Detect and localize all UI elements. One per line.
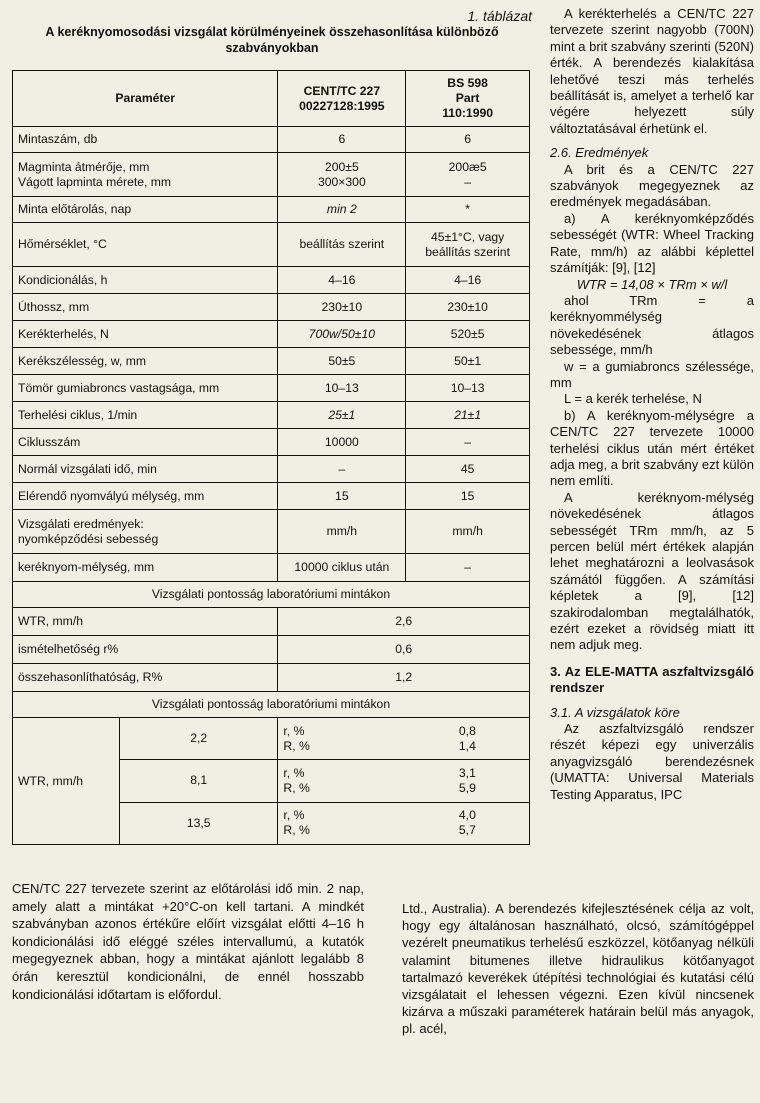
wtr-label: WTR, mm/h [13,718,120,844]
stat-values: 4,0 5,7 [406,802,530,844]
table-row [13,483,530,510]
subsection-heading: 3.1. A vizsgálatok köre [550,704,680,720]
paragraph: a) A keréknyomképződés sebességét (WTR: Wheel Tracking Rate, mm/h) az alábbi képlettel számítják: [9], [12] [550,210,754,276]
table-header-row [13,71,530,127]
table-row [13,223,530,267]
paragraph: A kerékterhelés a CEN/TC 227 tervezete szerint nagyobb (700N) mint a brit szabvány szerinti (520N) érték. A berendezés kialakítása lehetővé teszi más terhelés beállítását is, amelyet a terhelő kar végére helyezett súly változtatásával érhetünk el. [550,6,754,136]
stat-labels: r, % R, % [278,802,406,844]
cen-cell: 25±1 [278,402,406,429]
bs-cell: 520±5 [406,321,530,348]
stat-labels: r, % R, % [278,760,406,802]
bs-cell: 15 [406,483,530,510]
bs-cell: 45 [406,456,530,483]
precision-label: ismételhetőség r% [13,636,278,664]
param-cell: Kerékterhelés, N [13,321,278,348]
bs-cell: – [406,554,530,582]
bs-cell: 45±1°C, vagy beállítás szerint [406,223,530,267]
bs-cell: – [406,429,530,456]
precision-row [13,608,530,636]
table-row [13,456,530,483]
paragraph: b) A keréknyom-mélységre a CEN/TC 227 tervezete 10000 terhelési ciklus után mért értéket adja meg, a brit szabvány ezt külön nem említi. [550,407,754,489]
bottom-left-paragraph: CEN/TC 227 tervezete szerint az előtárolási idő min. 2 nap, amely alatt a mintákat +20°C-on kell tartani. A mindkét szabványban azonos értékűre előírt vizsgálat előtti 4–16 h kondicionálási idő eléggé széles intervallumú, a kutatók megegyeznek abban, hogy a mintákat ajánlott legalább 8 órán keresztül kondicionálni, de ennél hosszabb kondicionálási időtartam is előfordul. [12,881,364,1002]
table-row [13,197,530,223]
table-row [13,153,530,197]
wtr-level: 13,5 [186,815,211,830]
col-header-parameter: Paraméter [13,71,278,127]
table-title: A keréknyomosodási vizsgálat körülményeinek összehasonlítása különböző szabványokban [45,25,499,55]
paragraph: L = a kerék terhelése, N [564,391,702,407]
table-row [13,127,530,153]
param-cell: Hőmérséklet, °C [13,223,278,267]
param-cell: Minta előtárolás, nap [13,197,278,223]
param-cell: Ciklusszám [13,429,278,456]
bs-cell: 50±1 [406,348,530,375]
table-row [13,510,530,554]
table-row [13,348,530,375]
cen-cell: 10–13 [278,375,406,402]
comparison-table [12,70,530,845]
cen-cell: 10000 ciklus után [278,554,406,582]
param-cell: Kondicionálás, h [13,267,278,294]
paragraph: ahol TRm = a keréknyommélység növekedésének átlagos sebessége, mm/h [550,292,754,358]
precision-row [13,664,530,692]
col-header-cen: CENT/TC 227 00227128:1995 [278,71,406,127]
cen-cell: 230±10 [278,294,406,321]
param-cell: Terhelési ciklus, 1/min [13,402,278,429]
paragraph: Az aszfaltvizsgáló rendszer részét képezi egy univerzális anyagvizsgáló berendezésnek (UMATTA: Universal Materials Testing Apparatus, IPC [550,721,754,802]
section-title: Vizsgálati pontosság laboratóriumi mintákon [13,582,530,608]
param-cell: Normál vizsgálati idő, min [13,456,278,483]
bs-cell: 200æ5 – [406,153,530,197]
cen-cell: 15 [278,483,406,510]
precision-value: 1,2 [278,664,530,692]
wtr-level-row [13,718,530,760]
param-cell: Úthossz, mm [13,294,278,321]
cen-cell: 700w/50±10 [278,321,406,348]
cen-cell: 50±5 [278,348,406,375]
section-title: Vizsgálati pontosság laboratóriumi mintákon [13,692,530,718]
cen-cell: mm/h [278,510,406,554]
paragraph: A keréknyom-mélység növekedésének átlagos sebességét TRm mm/h, az 5 percen belül mért értékek alapján lehet meghatározni a leolvasások számától függően. A számítási képletek a [9], [12] szakirodalomban megtalálhatók, ezért ezeket a rövidség miatt itt nem adjuk meg. [550,489,754,653]
formula: WTR = 14,08 × TRm × w/l [576,276,728,292]
param-cell: Mintaszám, db [13,127,278,153]
bs-cell: mm/h [406,510,530,554]
wtr-split-cell [13,718,278,845]
table-row [13,375,530,402]
bs-cell: * [406,197,530,223]
param-cell: keréknyom-mélység, mm [13,554,278,582]
param-cell: Kerékszélesség, w, mm [13,348,278,375]
section-heading: 2.6. Eredmények [550,145,649,161]
section-heading: 3. Az ELE-MATTA aszfaltvizsgáló rendszer [550,663,754,696]
wtr-level: 2,2 [120,718,278,760]
cen-cell: beállítás szerint [278,223,406,267]
bs-cell: 230±10 [406,294,530,321]
table-row [13,554,530,582]
bs-cell: 4–16 [406,267,530,294]
param-cell: Vizsgálati eredmények: nyomképződési sebesség [13,510,278,554]
cen-cell: 6 [278,127,406,153]
precision-label: összehasonlíthatóság, R% [13,664,278,692]
table-row [13,402,530,429]
paragraph: w = a gumiabroncs szélessége, mm [550,358,754,390]
paragraph: A brit és a CEN/TC 227 szabványok megegyeznek az eredmények megadásában. [550,161,754,210]
stat-values: 3,1 5,9 [406,760,530,802]
stat-values: 0,8 1,4 [406,718,530,760]
bottom-right-paragraph: Ltd., Australia). A berendezés kifejlesztésének célja az volt, hogy egy általánosan használható, olcsó, számítógéppel vezérelt pneumatikus terhelésű eszközzel, kötőanyag nélküli valamint bitumenes illetve hidraulikus kötőanyagot tartalmazó keverékek útépítési technológiai és kutatási célú vizsgálatait el lehessen végezni. Ezen kívül nincsenek kizárva a műszaki paraméterek határain belül más anyagok, pl. acél, [402,901,754,1037]
table-number: 1. táblázat [467,8,532,24]
cen-cell: 10000 [278,429,406,456]
wtr-level: 8,1 [120,760,278,802]
bs-cell: 10–13 [406,375,530,402]
stat-labels: r, % R, % [278,718,406,760]
cen-cell: 200±5 300×300 [278,153,406,197]
precision-value: 2,6 [278,608,530,636]
section-header-row [13,692,530,718]
col-header-bs: BS 598 Part 110:1990 [406,71,530,127]
param-cell: Tömör gumiabroncs vastagsága, mm [13,375,278,402]
bs-cell: 21±1 [406,402,530,429]
table-row [13,294,530,321]
precision-label: WTR, mm/h [13,608,278,636]
table-row [13,429,530,456]
right-column [550,6,754,803]
table-row [13,321,530,348]
table-caption [12,8,532,56]
section-header-row [13,582,530,608]
precision-row [13,636,530,664]
precision-value: 0,6 [278,636,530,664]
param-cell: Elérendő nyomvályú mélység, mm [13,483,278,510]
cen-cell: min 2 [278,197,406,223]
table-row [13,267,530,294]
bs-cell: 6 [406,127,530,153]
cen-cell: 4–16 [278,267,406,294]
cen-cell: – [278,456,406,483]
param-cell: Magminta átmérője, mm Vágott lapminta mérete, mm [13,153,278,197]
